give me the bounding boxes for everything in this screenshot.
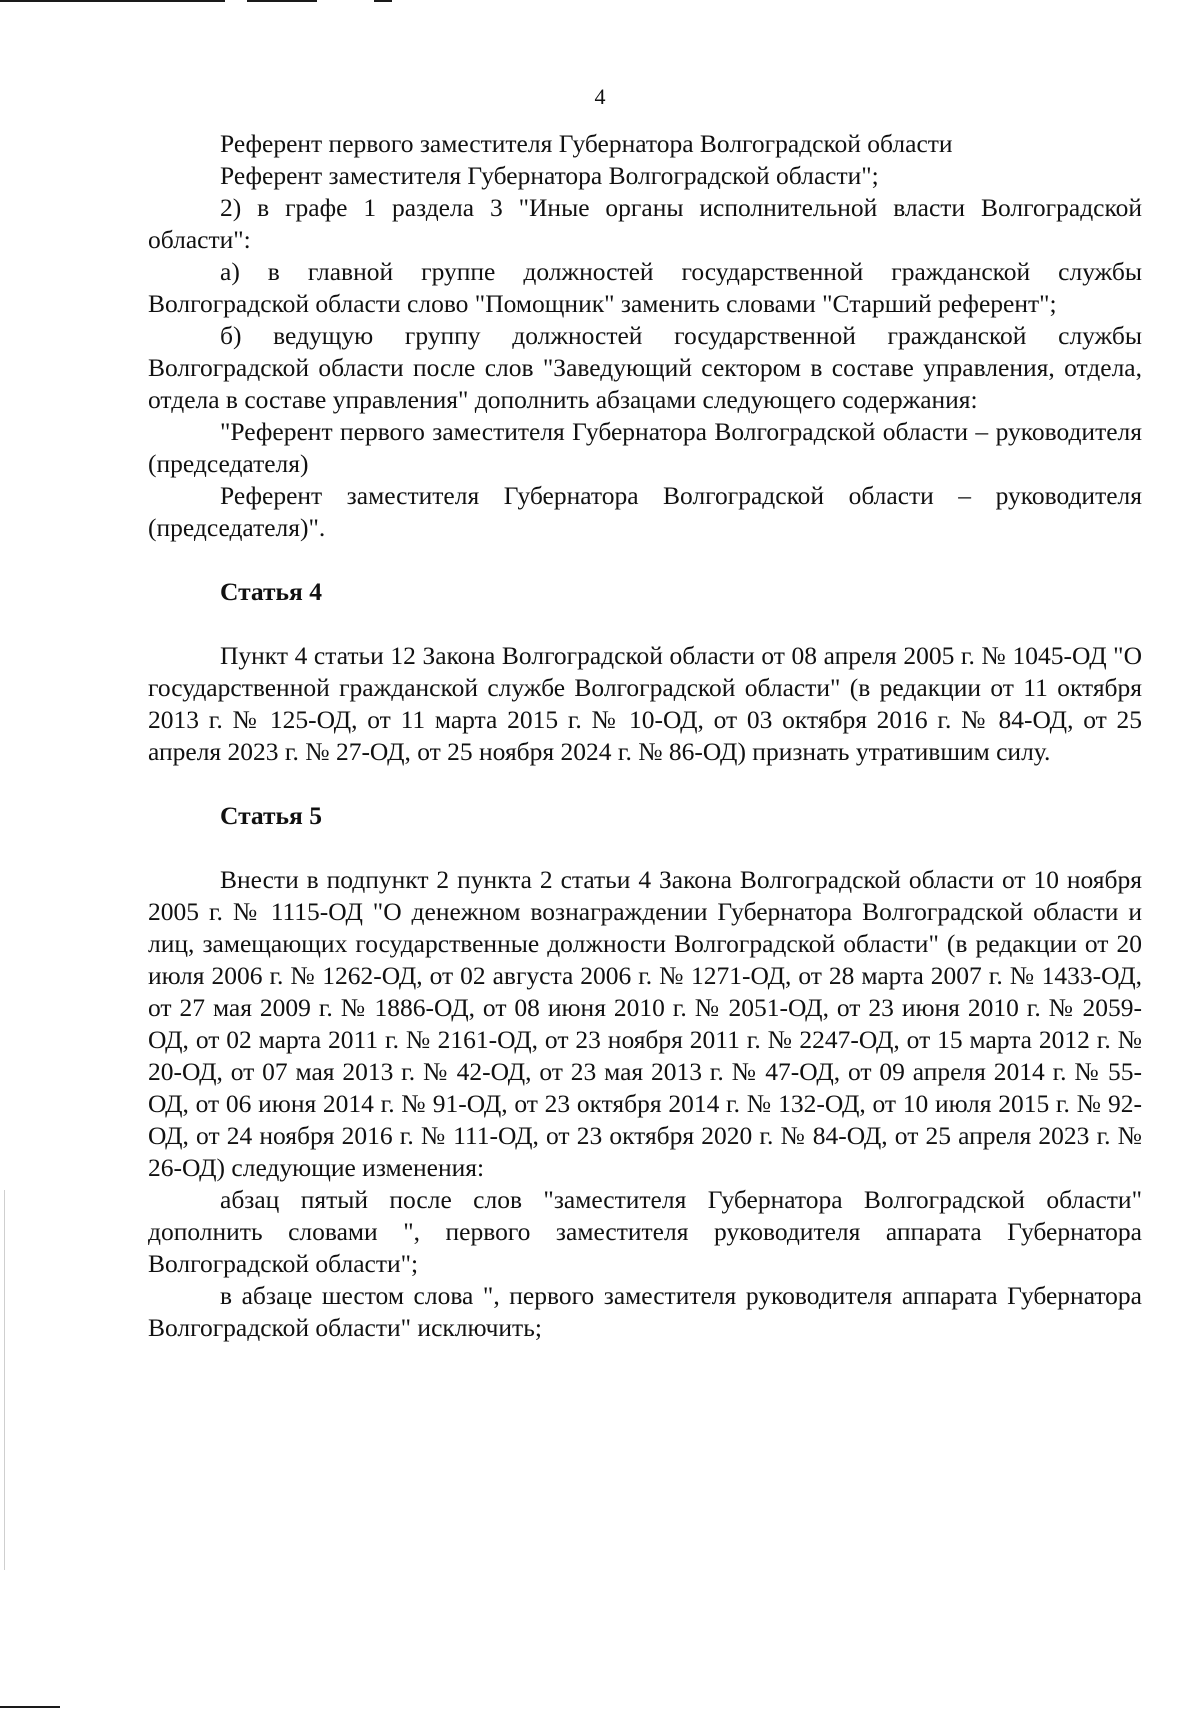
article-5-text: Внести в подпункт 2 пункта 2 статьи 4 Закона Волгоградской области от 10 ноября 2005 г. № 1115-ОД "О денежном вознаграждении Губернатора Волгоградской области и лиц, замещающих государственные должности Волгоградской области" (в редакции от 20 июля 2006 г. № 1262-ОД, от 02 августа 2006 г. № 1271-ОД, от 28 марта 2007 г. № 1433-ОД, от 27 мая 2009 г. № 1886-ОД, от 08 июня 2010 г. № 2051-ОД, от 23 июня 2010 г. № 2059-ОД, от 02 марта 2011 г. № 2161-ОД, от 23 ноября 2011 г. № 2247-ОД, от 15 марта 2012 г. № 20-ОД, от 07 мая 2013 г. № 42-ОД, от 23 мая 2013 г. № 47-ОД, от 09 апреля 2014 г. № 55-ОД, от 06 июня 2014 г. № 91-ОД, от 23 октября 2014 г. № 132-ОД, от 10 июля 2015 г. № 92-ОД, от 24 ноября 2016 г. № 111-ОД, от 23 октября 2020 г. № 84-ОД, от 25 апреля 2023 г. № 26-ОД) следующие изменения: (148, 865, 1142, 1182)
article-5-item: в абзаце шестом слова ", первого заместителя руководителя аппарата Губернатора Волгоградской области" исключить; (148, 1281, 1142, 1342)
paragraph: "Референт первого заместителя Губернатора Волгоградской области – руководителя (председателя) (148, 417, 1142, 478)
paragraph: а) в главной группе должностей государственной гражданской службы Волгоградской области слово "Помощник" заменить словами "Старший референт"; (148, 257, 1142, 318)
scan-mark-top-right (374, 0, 392, 2)
article-4-heading: Статья 4 (220, 577, 322, 606)
paragraph: Референт заместителя Губернатора Волгоградской области – руководителя (председателя)". (148, 481, 1142, 542)
page-number: 4 (594, 84, 606, 109)
scan-mark-left-edge (4, 1190, 5, 1570)
document-body (148, 128, 1142, 1344)
scan-mark-bottom-left (0, 1706, 60, 1708)
article-5-heading: Статья 5 (220, 801, 322, 830)
article-4-text: Пункт 4 статьи 12 Закона Волгоградской области от 08 апреля 2005 г. № 1045-ОД "О государственной гражданской службе Волгоградской области" (в редакции от 11 октября 2013 г. № 125-ОД, от 11 марта 2015 г. № 10-ОД, от 03 октября 2016 г. № 84-ОД, от 25 апреля 2023 г. № 27-ОД, от 25 ноября 2024 г. № 86-ОД) признать утратившим силу. (148, 641, 1142, 766)
scan-mark-top-left (0, 0, 225, 2)
paragraph: Референт заместителя Губернатора Волгоградской области"; (220, 161, 879, 190)
paragraph: 2) в графе 1 раздела 3 "Иные органы исполнительной власти Волгоградской области": (148, 193, 1142, 254)
scan-mark-top-mid (247, 0, 317, 2)
article-5-item: абзац пятый после слов "заместителя Губернатора Волгоградской области" дополнить словами ", первого заместителя руководителя аппарата Губернатора Волгоградской области"; (148, 1185, 1142, 1278)
paragraph: б) ведущую группу должностей государственной гражданской службы Волгоградской области после слов "Заведующий сектором в составе управления, отдела, отдела в составе управления" дополнить абзацами следующего содержания: (148, 321, 1142, 414)
paragraph: Референт первого заместителя Губернатора Волгоградской области (220, 129, 953, 158)
